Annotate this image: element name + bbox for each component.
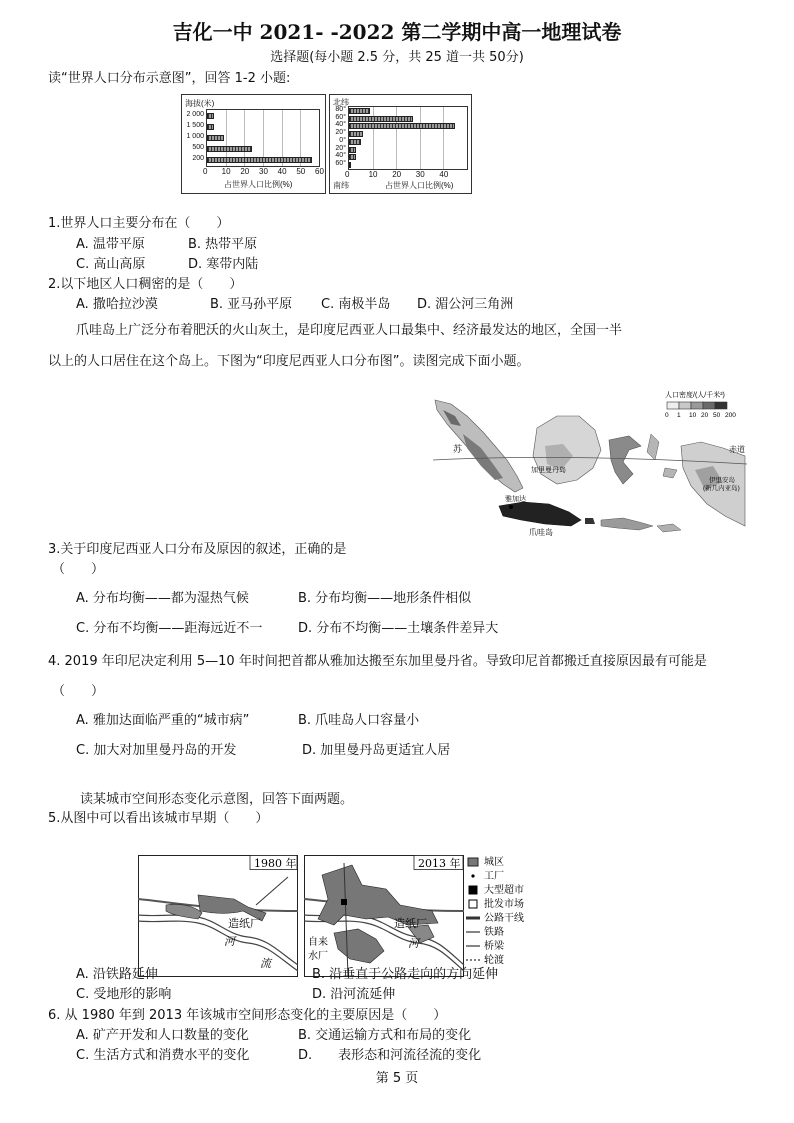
q1-option-c[interactable]: C. 高山高原	[76, 257, 146, 272]
q3-option-d[interactable]: D. 分布不均衡——土壤条件差异大	[298, 621, 499, 636]
chart-y-tick: 20°	[335, 144, 346, 152]
legend-tick: 50	[713, 412, 721, 419]
jakarta-marker	[509, 505, 513, 509]
passage-line-1: 爪哇岛上广泛分布着肥沃的火山灰土，是印度尼西亚人口最集中、经济最发达的地区，全国一半	[76, 323, 623, 338]
q3-option-c[interactable]: C. 分布不均衡——距海远近不一	[76, 621, 263, 636]
chart-y-tick: 1 000	[186, 133, 204, 140]
city-legend-item	[466, 925, 504, 938]
svg-text:公路干线: 公路干线	[484, 913, 524, 924]
year-1980-label: 1980 年	[254, 857, 297, 870]
chart-bar	[349, 123, 455, 129]
chart-x-tick: 40	[439, 170, 449, 179]
svg-text:铁路: 铁路	[484, 927, 504, 938]
indonesia-map-graphic	[433, 386, 747, 538]
chart-bar	[349, 108, 370, 114]
legend-tick: 200	[725, 412, 736, 419]
chart-bar	[207, 113, 214, 119]
svg-text:工厂: 工厂	[484, 871, 504, 882]
chart-x-tick: 0	[203, 167, 208, 176]
q4-option-b[interactable]: B. 爪哇岛人口容量小	[298, 713, 420, 728]
chart-x-tick: 60	[315, 167, 324, 176]
intro-q5-6: 读某城市空间形态变化示意图，回答下面两题。	[80, 792, 354, 807]
q2-stem: 2.以下地区人口稠密的是（ ）	[48, 277, 243, 292]
q5-option-a[interactable]: A. 沿铁路延伸	[76, 967, 158, 982]
chart-y-tick: 40°	[335, 152, 346, 160]
chart-y-tick: 500	[192, 144, 204, 152]
q4-option-a[interactable]: A. 雅加达面临严重的“城市病”	[76, 713, 250, 728]
chart-bar	[349, 147, 356, 153]
sumatra-label: 苏	[453, 444, 463, 454]
q1-option-d[interactable]: D. 寒带内陆	[188, 257, 259, 272]
altitude-plot-area	[206, 109, 320, 167]
chart-bar	[207, 124, 214, 130]
svg-text:轮渡: 轮渡	[484, 955, 504, 966]
svg-text:批发市场: 批发市场	[484, 899, 524, 910]
latitude-chart-panel	[329, 94, 472, 194]
water-plant-label: 自来	[308, 937, 328, 948]
q3-option-a[interactable]: A. 分布均衡——都为湿热气候	[76, 591, 249, 606]
city-legend-item	[466, 911, 524, 924]
chart-y-tick: 0°	[339, 136, 346, 144]
jakarta-label: 雅加达	[505, 496, 526, 503]
q1-stem: 1.世界人口主要分布在（ ）	[48, 216, 230, 231]
city-map-figure	[138, 855, 538, 977]
q1-option-b[interactable]: B. 热带平原	[188, 237, 258, 252]
latitude-chart-title: 北纬	[333, 98, 349, 107]
chart-y-tick: 2 000	[186, 110, 204, 118]
chart-gridline	[420, 107, 421, 169]
q6-option-c[interactable]: C. 生活方式和消费水平的变化	[76, 1048, 250, 1063]
river-label-1980: 河	[224, 935, 235, 948]
chart-x-tick: 20	[240, 167, 250, 176]
city-map-graphic	[138, 855, 538, 977]
q6-stem: 6. 从 1980 年到 2013 年该城市空间形态变化的主要原因是（ ）	[48, 1008, 447, 1023]
altitude-chart-panel	[181, 94, 326, 194]
q3-option-b[interactable]: B. 分布均衡——地形条件相似	[298, 591, 472, 606]
chart-y-tick: 60°	[335, 160, 346, 168]
java-label: 爪哇岛	[529, 528, 553, 537]
q4-option-d[interactable]: D. 加里曼丹岛更适宜人居	[302, 743, 451, 758]
chart-bar	[207, 135, 224, 141]
chart-x-tick: 30	[259, 167, 268, 176]
altitude-x-label: 占世界人口比例(%)	[224, 180, 293, 189]
chart-y-tick: 80°	[335, 105, 346, 113]
legend-tick: 0	[665, 412, 669, 419]
chart-y-tick: 1 500	[186, 121, 204, 129]
q4-stem: 4. 2019 年印尼决定利用 5—10 年时间把首都从雅加达搬至东加里曼丹省。导致印尼首都搬迁直接原因最有可能是	[48, 654, 707, 669]
passage-line-2: 以上的人口居住在这个岛上。下图为“印度尼西亚人口分布图”。读图完成下面小题。	[48, 354, 530, 369]
page-number: 第 5 页	[375, 1071, 419, 1086]
chart-x-tick: 0	[345, 170, 350, 179]
factory-label-1980: 造纸厂	[228, 917, 261, 930]
legend-title: 人口密度/(人/千米²)	[665, 392, 725, 399]
chart-x-tick: 20	[392, 170, 402, 179]
q2-option-a[interactable]: A. 撒哈拉沙漠	[76, 297, 158, 312]
svg-text:城区: 城区	[484, 857, 504, 868]
chart-y-tick: 200	[192, 155, 204, 163]
q2-option-c[interactable]: C. 南极半岛	[321, 297, 391, 312]
q2-option-d[interactable]: D. 湄公河三角洲	[417, 297, 514, 312]
river-label-2013: 河	[408, 937, 419, 950]
altitude-chart-title: 海拔(米)	[185, 99, 215, 108]
chart-bar	[349, 154, 356, 160]
q2-option-b[interactable]: B. 亚马孙平原	[210, 297, 293, 312]
papua-label: 伊里安岛	[709, 477, 735, 484]
latitude-x-label: 占世界人口比例(%)	[385, 181, 454, 190]
legend-tick: 1	[677, 412, 681, 419]
chart-x-tick: 50	[296, 167, 306, 176]
q4-paren: （ ）	[52, 684, 105, 699]
equator-label: 赤道	[729, 445, 745, 454]
factory-label-2013: 造纸厂	[394, 917, 427, 930]
latitude-south-label: 南纬	[333, 181, 349, 190]
legend-tick: 10	[689, 412, 697, 419]
chart-bar	[207, 157, 312, 163]
legend-tick: 20	[701, 412, 709, 419]
papua-label-2: (新几内亚岛)	[703, 485, 740, 492]
q5-option-b[interactable]: B. 沿垂直于公路走向的方向延伸	[312, 967, 499, 982]
q3-paren: （ ）	[52, 562, 105, 577]
svg-text:大型超市: 大型超市	[484, 885, 524, 896]
chart-y-tick: 20°	[335, 129, 346, 137]
chart-bar	[349, 139, 361, 145]
chart-x-tick: 10	[221, 167, 231, 176]
chart-y-tick: 40°	[335, 121, 346, 129]
q5-option-c[interactable]: C. 受地形的影响	[76, 987, 172, 1002]
svg-text:桥梁: 桥梁	[484, 941, 504, 952]
q6-option-a[interactable]: A. 矿产开发和人口数量的变化	[76, 1028, 249, 1043]
latitude-plot-area	[348, 106, 468, 170]
chart-y-tick: 60°	[335, 113, 346, 121]
q1-option-a[interactable]: A. 温带平原	[76, 237, 145, 252]
q6-option-b[interactable]: B. 交通运输方式和布局的变化	[298, 1028, 472, 1043]
intro-q1-2: 读“世界人口分布示意图”，回答 1-2 小题:	[48, 71, 291, 86]
chart-x-tick: 40	[277, 167, 287, 176]
city-legend-item	[466, 939, 505, 952]
q4-option-c[interactable]: C. 加大对加里曼丹岛的开发	[76, 743, 237, 758]
exam-subtitle: 选择题(每小题 2.5 分，共 25 道一共 50分)	[270, 50, 524, 65]
kalimantan-label: 加里曼丹岛	[531, 467, 566, 474]
q3-stem: 3.关于印度尼西亚人口分布及原因的叙述，正确的是	[48, 542, 347, 557]
city-legend-item	[469, 883, 524, 896]
city-legend-item	[469, 897, 524, 910]
city-legend-item	[468, 855, 504, 868]
indonesia-population-map	[433, 386, 747, 538]
water-plant-label-2: 水厂	[308, 951, 328, 962]
q6-option-d[interactable]: D. 表形态和河流径流的变化	[298, 1048, 482, 1063]
exam-title: 吉化一中 2021- -2022 第二学期中高一地理试卷	[172, 20, 622, 44]
chart-bar	[207, 146, 252, 152]
chart-x-tick: 30	[415, 170, 425, 179]
river-label-1980-b: 流	[260, 957, 271, 970]
chart-bar	[349, 116, 413, 122]
city-legend-item	[471, 870, 504, 882]
q5-option-d[interactable]: D. 沿河流延伸	[312, 987, 396, 1002]
q5-stem: 5.从图中可以看出该城市早期（ ）	[48, 811, 269, 826]
chart-bar	[349, 162, 351, 168]
chart-bar	[349, 131, 363, 137]
chart-x-tick: 10	[368, 170, 378, 179]
year-2013-label: 2013 年	[418, 857, 461, 870]
chart-gridline	[443, 107, 444, 169]
